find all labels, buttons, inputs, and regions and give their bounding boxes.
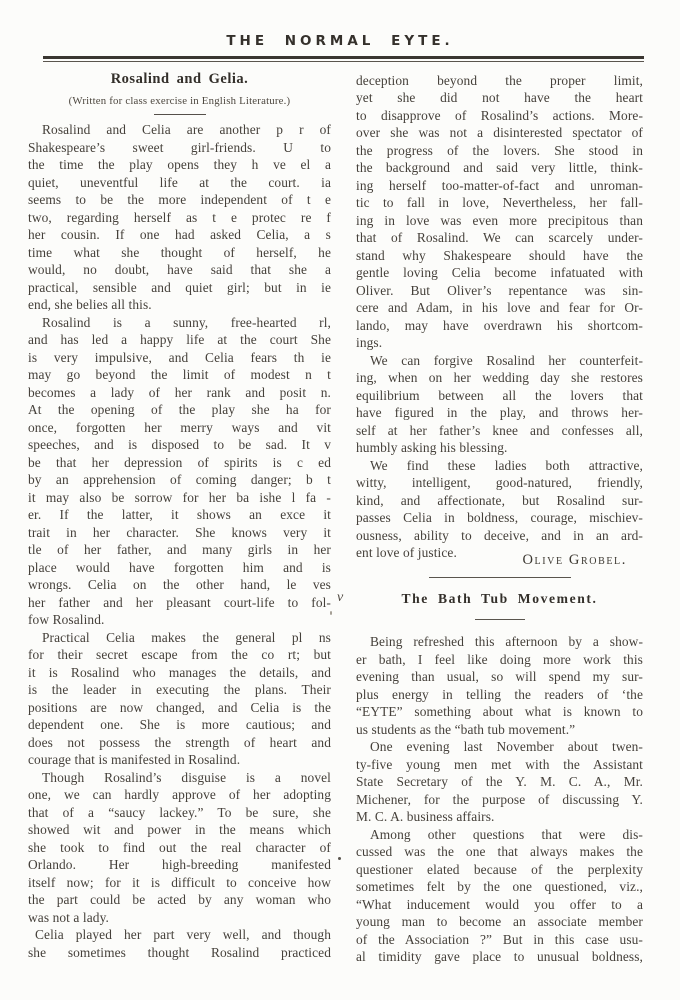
text-line: ings. [356,335,383,350]
handwritten-check-mark: v [337,590,344,605]
article1-body-right [356,72,643,562]
text-line: would, no doubt, have said that she a [28,262,331,278]
title-rule [154,114,206,115]
text-line: of the Association ?” But in this case usu- [356,931,643,947]
text-line: seems to be the more independent of t e [28,192,331,208]
text-line: for their secret escape from the co rt; but [28,647,331,663]
text-line: be that her depression of spirits is c ed [28,454,331,470]
text-line: sometimes felt by the one questioned, viz., [356,879,643,895]
text-line: er. If the latter, it shows an exce it [28,507,331,523]
text-line: Practical Celia makes the general pl ns [42,629,331,645]
text-line: Rosalind and Celia are another p r of [42,122,331,138]
text-line: equilibrium between all the lovers that [356,387,643,403]
text-line: We can forgive Rosalind her counterfeit- [370,352,643,368]
text-line: ing in love was even more precipitous than [356,212,643,228]
text-line: lando, may have overdrawn his shortcom- [356,317,643,333]
text-line: stand why Shakespeare should have the [356,247,643,263]
text-line: two, regarding herself as t e protec re f [28,209,331,225]
text-line: speeches, and is disposed to be sad. It v [28,437,331,453]
text-line: that of Rosalind. We can scarcely under- [356,230,643,245]
article2-body [356,633,643,966]
text-line: the time the play opens they h ve el a [28,157,331,173]
text-line: is very impulsive, and Celia fears th ie [28,349,331,365]
text-line: At the opening of the play she ha for [28,402,331,418]
text-line: the part could be acted by any woman who [28,892,331,908]
masthead-double-rule [43,56,644,62]
text-line: courage that is manifested in Rosalind. [28,752,241,768]
text-line: it is Rosalind who manages the details, and [28,664,331,680]
text-line: al timidity gave place to unusual boldness, [356,949,643,965]
text-line: Oliver. But Oliver’s repentance was sin- [356,282,643,298]
text-line: tle of her father, and many girls in her [28,542,331,558]
text-line: One evening last November about twen- [370,739,643,755]
text-line: her cousin. If one had asked Celia, a s [28,227,331,243]
text-line: ousness, ability to deceive, and in an ard- [356,527,643,543]
ink-speck [330,611,332,615]
text-line: passes Celia in boldness, courage, mischiev- [356,510,643,525]
text-line: time what she thought of herself, he [28,244,331,260]
text-line: tic to fall in love, Nevertheless, her fall- [356,195,643,210]
text-line: Being refreshed this afternoon by a show- [370,634,643,650]
text-line: ing, when on her wedding day she restores [356,370,643,385]
text-line: have figured in the play, and throws her- [356,405,643,420]
text-line: Celia played her part very well, and though [35,927,331,943]
text-line: er bath, I feel like doing more work this [356,651,643,667]
text-line: does not possess the strength of heart and [28,734,331,750]
article-divider-rule [429,577,571,578]
text-line: quiet, uneventful life at the court. ia [28,174,331,190]
text-line: she took to find out the real character of [28,839,331,855]
text-line: Among other questions that were dis- [370,826,643,842]
text-line: ing herself too-matter-of-fact and unroman- [356,177,643,193]
title-rule [475,619,525,620]
text-line: her father and her pleasant court-life to fol- [28,594,331,610]
text-line: to disapprove of Rosalind’s actions. More- [356,107,643,123]
text-line: the progress of the lovers. She stood in [356,142,643,158]
text-line: fow Rosalind. [28,612,105,628]
text-line: humbly asking his blessing. [356,440,508,455]
text-line: positions are now changed, and Celia is the [28,699,331,715]
text-line: Rosalind is a sunny, free-hearted rl, [42,314,331,330]
text-line: and has led a happy life at the court She [28,332,331,348]
text-line: Michener, for the purpose of discussing Y. [356,791,643,807]
text-line: kind, and affectionate, but Rosalind sur- [356,492,643,508]
text-line: us students as the “bath tub movement.” [356,721,576,737]
text-line: dependent one. She is more cautious; and [28,717,331,733]
text-line: “What inducement would you offer to a [356,896,643,912]
left-column [28,66,331,961]
article1-title: Rosalind and Gelia. [110,71,249,87]
text-line: cussed was the one that always makes the [356,844,643,860]
text-line: ent love of justice. [356,545,457,560]
ink-speck [338,857,341,860]
text-line: trait in her character. She knows very it [28,524,331,540]
article2-title: The Bath Tub Movement. [401,590,598,606]
text-line: becomes a lady of her rank and posit n. [28,384,331,400]
text-line: yet she did not have the heart [356,90,643,105]
text-line: she sometimes thought Rosalind practiced [28,944,331,960]
text-line: evening than usual, so will spend my sur- [356,669,643,685]
text-line: M. C. A. business affairs. [356,809,495,825]
text-line: witty, intelligent, good-natured, friendly, [356,475,643,490]
right-column [337,66,643,966]
text-line: Orlando. Her high-breeding manifested [28,857,331,873]
text-line: that of a “saucy lackey.” To be sure, she [28,804,331,820]
text-line: itself now; for it is difficult to conceive how [28,874,331,890]
text-line: by an apprehension of coming danger; b t [28,472,331,488]
text-line: it may also be sorrow for her ba ishe l fa - [28,489,331,505]
text-line: one, we can hardly approve of her adopting [28,787,331,803]
text-line: young man to become an associate member [356,914,643,930]
text-line: cere and Adam, in his love and fear for Or- [356,300,643,315]
text-line: plus energy in telling the readers of ‘the [356,686,643,702]
text-line: the background and said very little, think- [356,160,643,175]
text-line: self at her father’s knee and confesses all, [356,422,643,438]
text-line: end, she belies all this. [28,297,152,313]
text-line: over she was not a disinterested spectator of [356,125,643,140]
text-line: State Secretary of the Y. M. C. A., Mr. [356,774,643,790]
text-line: wrongs. Celia on the other hand, le ves [28,577,331,593]
text-line: once, forgotten her merry ways and vit [28,419,331,435]
text-line: place would have forgotten him and is [28,559,331,575]
text-line: “EYTE” something about what is known to [356,704,643,720]
text-line: We find these ladies both attractive, [370,457,643,473]
text-line: questioner elated because of the perplexity [356,861,643,877]
text-line: may go beyond the limit of modest n t [28,367,331,383]
article1-body-left [28,121,331,961]
text-line: Shakespeare’s sweet girl-friends. U to [28,139,331,155]
text-line: was not a lady. [28,909,109,925]
text-line: deception beyond the proper limit, [356,72,643,88]
article1-subtitle: (Written for class exercise in English Literature.) [68,95,291,107]
author-signature: Olive Grobel. [522,551,627,568]
text-line: showed wit and power in the means which [28,822,331,838]
text-line: ty-five young men met with the Assistant [356,756,643,772]
masthead-title: THE NORMAL EYTE. [226,33,454,49]
text-line: is the leader in executing the plans. Their [28,682,331,698]
text-line: gentle loving Celia become infatuated with [356,265,643,280]
text-line: practical, sensible and quiet girl; but in ie [28,279,331,295]
text-line: Though Rosalind’s disguise is a novel [42,769,331,785]
